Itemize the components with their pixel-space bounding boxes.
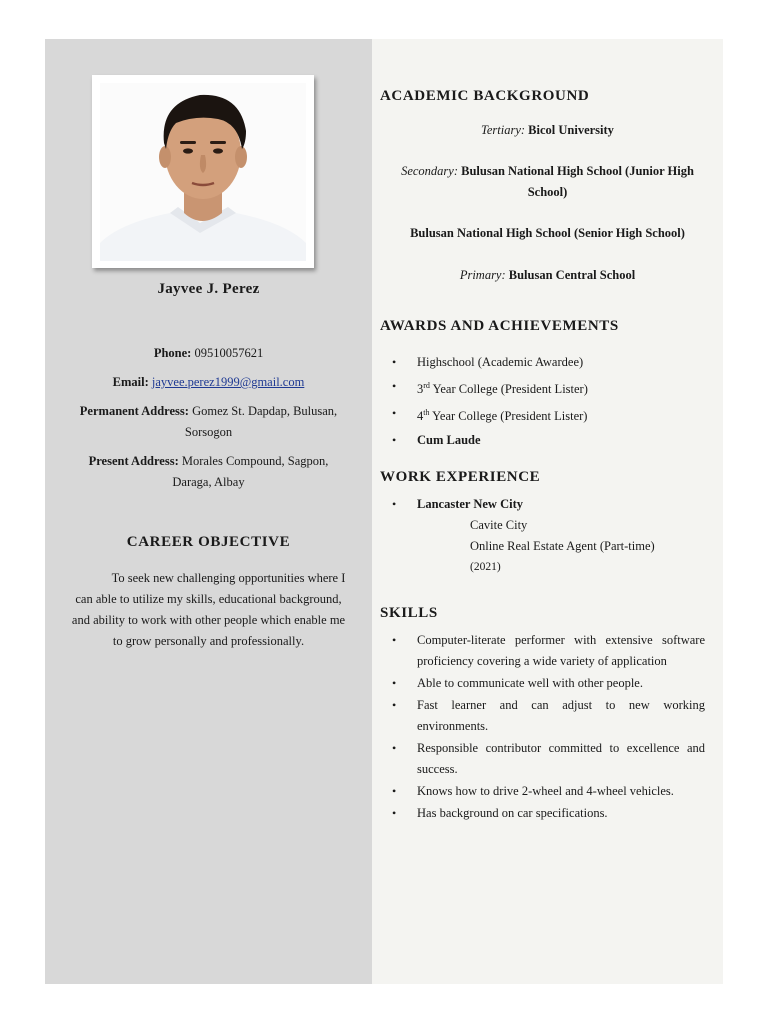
full-name: Jayvee J. Perez	[157, 281, 260, 297]
award-text: Year College (President Lister)	[429, 382, 588, 397]
work-list	[372, 494, 523, 515]
work-position: Online Real Estate Agent (Part-time)	[470, 539, 655, 553]
skill-text: Able to communicate well with other people.	[417, 676, 643, 690]
present-address-label: Present Address:	[88, 454, 179, 468]
skill-text: Fast learner and can adjust to new working environments.	[417, 698, 705, 733]
work-year: (2021)	[470, 561, 501, 573]
permanent-address	[55, 401, 362, 443]
skills-list	[372, 630, 705, 825]
skill-text: Knows how to drive 2-wheel and 4-wheel vehicles.	[417, 784, 674, 798]
tertiary-label: Tertiary:	[481, 123, 526, 137]
award-number: 4	[417, 409, 424, 424]
primary-label: Primary:	[459, 268, 506, 282]
academic-heading: ACADEMIC BACKGROUND	[380, 88, 590, 104]
resume-page	[45, 39, 723, 984]
list-item	[372, 428, 588, 452]
objective-line1: To seek new challenging opportunities where I	[111, 571, 346, 585]
list-item	[372, 803, 705, 824]
award-text: Highschool (Academic Awardee)	[417, 355, 584, 369]
career-objective-heading: CAREER OBJECTIVE	[126, 534, 291, 550]
award-suffix: th	[423, 408, 430, 418]
present-address-line1: Morales Compound, Sagpon,	[181, 454, 329, 468]
work-heading: WORK EXPERIENCE	[380, 469, 541, 485]
list-item	[372, 401, 588, 428]
secondary-education	[380, 161, 715, 203]
present-address	[55, 451, 362, 493]
awards-heading: AWARDS AND ACHIEVEMENTS	[380, 318, 619, 334]
work-company: Lancaster New City	[417, 497, 523, 511]
primary-education	[380, 265, 715, 286]
phone-value: 09510057621	[194, 346, 264, 360]
secondary-label: Secondary:	[401, 164, 458, 178]
tertiary-education	[380, 120, 715, 141]
list-item	[372, 350, 588, 374]
permanent-address-line2: Sorsogon	[184, 425, 233, 439]
secondary-school-line2: School)	[527, 185, 568, 199]
skill-text: Computer-literate performer with extensive software proficiency covering a wide variety of application	[417, 633, 705, 668]
list-item	[372, 695, 705, 737]
list-item	[372, 738, 705, 780]
profile-photo-frame	[92, 75, 314, 268]
primary-school: Bulusan Central School	[508, 268, 636, 282]
tertiary-school: Bicol University	[528, 123, 614, 137]
phone-line	[55, 343, 362, 364]
skill-text: Responsible contributor committed to excellence and success.	[417, 741, 705, 776]
objective-line4: to grow personally and professionally.	[112, 634, 305, 648]
awards-list	[372, 350, 588, 452]
present-address-line2: Daraga, Albay	[172, 475, 245, 489]
phone-label: Phone:	[153, 346, 192, 360]
skill-text: Has background on car specifications.	[417, 806, 608, 820]
permanent-address-label: Permanent Address:	[79, 404, 189, 418]
senior-high-education	[380, 223, 715, 244]
email-link[interactable]: jayvee.perez1999@gmail.com	[151, 375, 305, 389]
list-item	[372, 494, 523, 515]
list-item	[372, 374, 588, 401]
list-item	[372, 630, 705, 672]
work-location: Cavite City	[470, 518, 528, 532]
skills-heading: SKILLS	[380, 605, 438, 621]
profile-photo	[100, 83, 306, 261]
right-panel	[372, 39, 723, 984]
award-number: 3	[417, 382, 424, 397]
award-text: Year College (President Lister)	[429, 409, 588, 424]
permanent-address-line1: Gomez St. Dapdap, Bulusan,	[192, 404, 338, 418]
award-text: Cum Laude	[417, 433, 481, 448]
secondary-school-line1: Bulusan National High School (Junior High	[461, 164, 694, 178]
objective-line3: and ability to work with other people which enable me	[71, 613, 346, 627]
career-objective-text	[55, 568, 362, 652]
left-panel	[45, 39, 372, 984]
objective-line2: can able to utilize my skills, educational background,	[75, 592, 342, 606]
email-line	[55, 372, 362, 393]
list-item	[372, 781, 705, 802]
senior-high-school: Bulusan National High School (Senior High School)	[410, 226, 685, 240]
email-label: Email:	[112, 375, 149, 389]
list-item	[372, 673, 705, 694]
award-suffix: rd	[423, 381, 430, 390]
